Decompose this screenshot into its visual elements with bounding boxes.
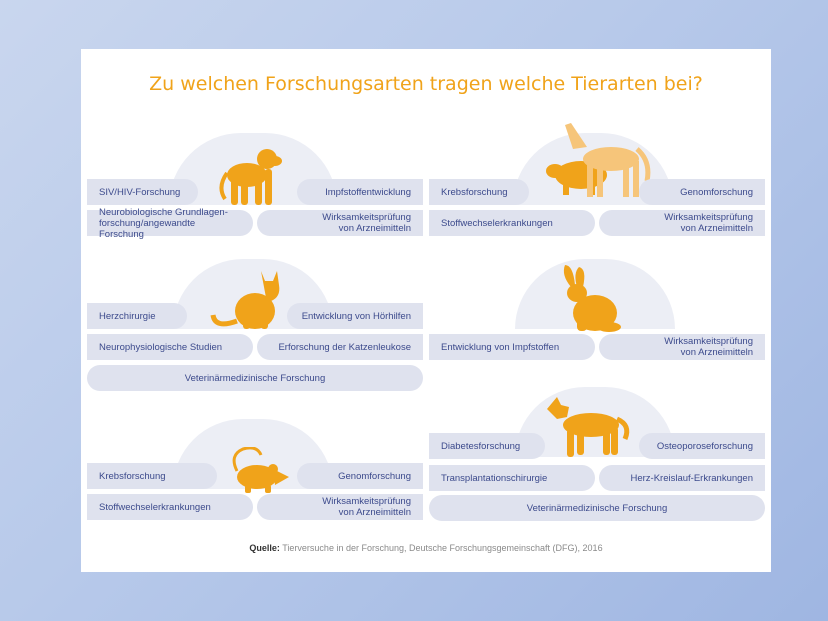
cat-icon — [209, 267, 285, 331]
list-item[interactable]: Genomforschung — [639, 179, 765, 205]
list-item[interactable]: Transplantationschirurgie — [429, 465, 595, 491]
list-item[interactable]: Wirksamkeitsprüfung von Arzneimitteln — [257, 210, 423, 236]
source-label: Quelle: — [249, 543, 280, 553]
source-note — [81, 543, 771, 553]
list-item[interactable]: Impfstoffentwicklung — [297, 179, 423, 205]
list-item[interactable]: Diabetesforschung — [429, 433, 545, 459]
infographic-card — [81, 49, 771, 572]
list-item[interactable]: Erforschung der Katzenleukose — [257, 334, 423, 360]
list-item[interactable]: Neurobiologische Grundlagen- forschung/angewandte Forschung — [87, 210, 253, 236]
list-item[interactable]: Krebsforschung — [87, 463, 217, 489]
monkey-icon — [219, 147, 291, 207]
rabbit-icon — [559, 263, 621, 333]
list-item[interactable]: Entwicklung von Hörhilfen — [287, 303, 423, 329]
list-item[interactable]: Herzchirurgie — [87, 303, 187, 329]
list-item[interactable]: Entwicklung von Impfstoffen — [429, 334, 595, 360]
list-item[interactable]: Herz-Kreislauf-Erkrankungen — [599, 465, 765, 491]
rat-icon — [229, 447, 291, 493]
list-item[interactable]: SIV/HIV-Forschung — [87, 179, 198, 205]
page-title: Zu welchen Forschungsarten tragen welche Tierarten bei? — [149, 73, 703, 95]
list-item[interactable]: Wirksamkeitsprüfung von Arzneimitteln — [599, 334, 765, 360]
source-text: Tierversuche in der Forschung, Deutsche Forschungsgemeinschaft (DFG), 2016 — [279, 543, 603, 553]
list-item[interactable]: Stoffwechselerkrankungen — [429, 210, 595, 236]
horse-pig-icon — [543, 119, 653, 201]
list-item[interactable]: Wirksamkeitsprüfung von Arzneimitteln — [599, 210, 765, 236]
list-item[interactable]: Krebsforschung — [429, 179, 529, 205]
list-item[interactable]: Genomforschung — [297, 463, 423, 489]
dog-icon — [545, 395, 631, 457]
list-item[interactable]: Neurophysiologische Studien — [87, 334, 253, 360]
list-item[interactable]: Veterinärmedizinische Forschung — [87, 365, 423, 391]
list-item[interactable]: Stoffwechselerkrankungen — [87, 494, 253, 520]
list-item[interactable]: Wirksamkeitsprüfung von Arzneimitteln — [257, 494, 423, 520]
list-item[interactable]: Veterinärmedizinische Forschung — [429, 495, 765, 521]
list-item[interactable]: Osteoporoseforschung — [639, 433, 765, 459]
